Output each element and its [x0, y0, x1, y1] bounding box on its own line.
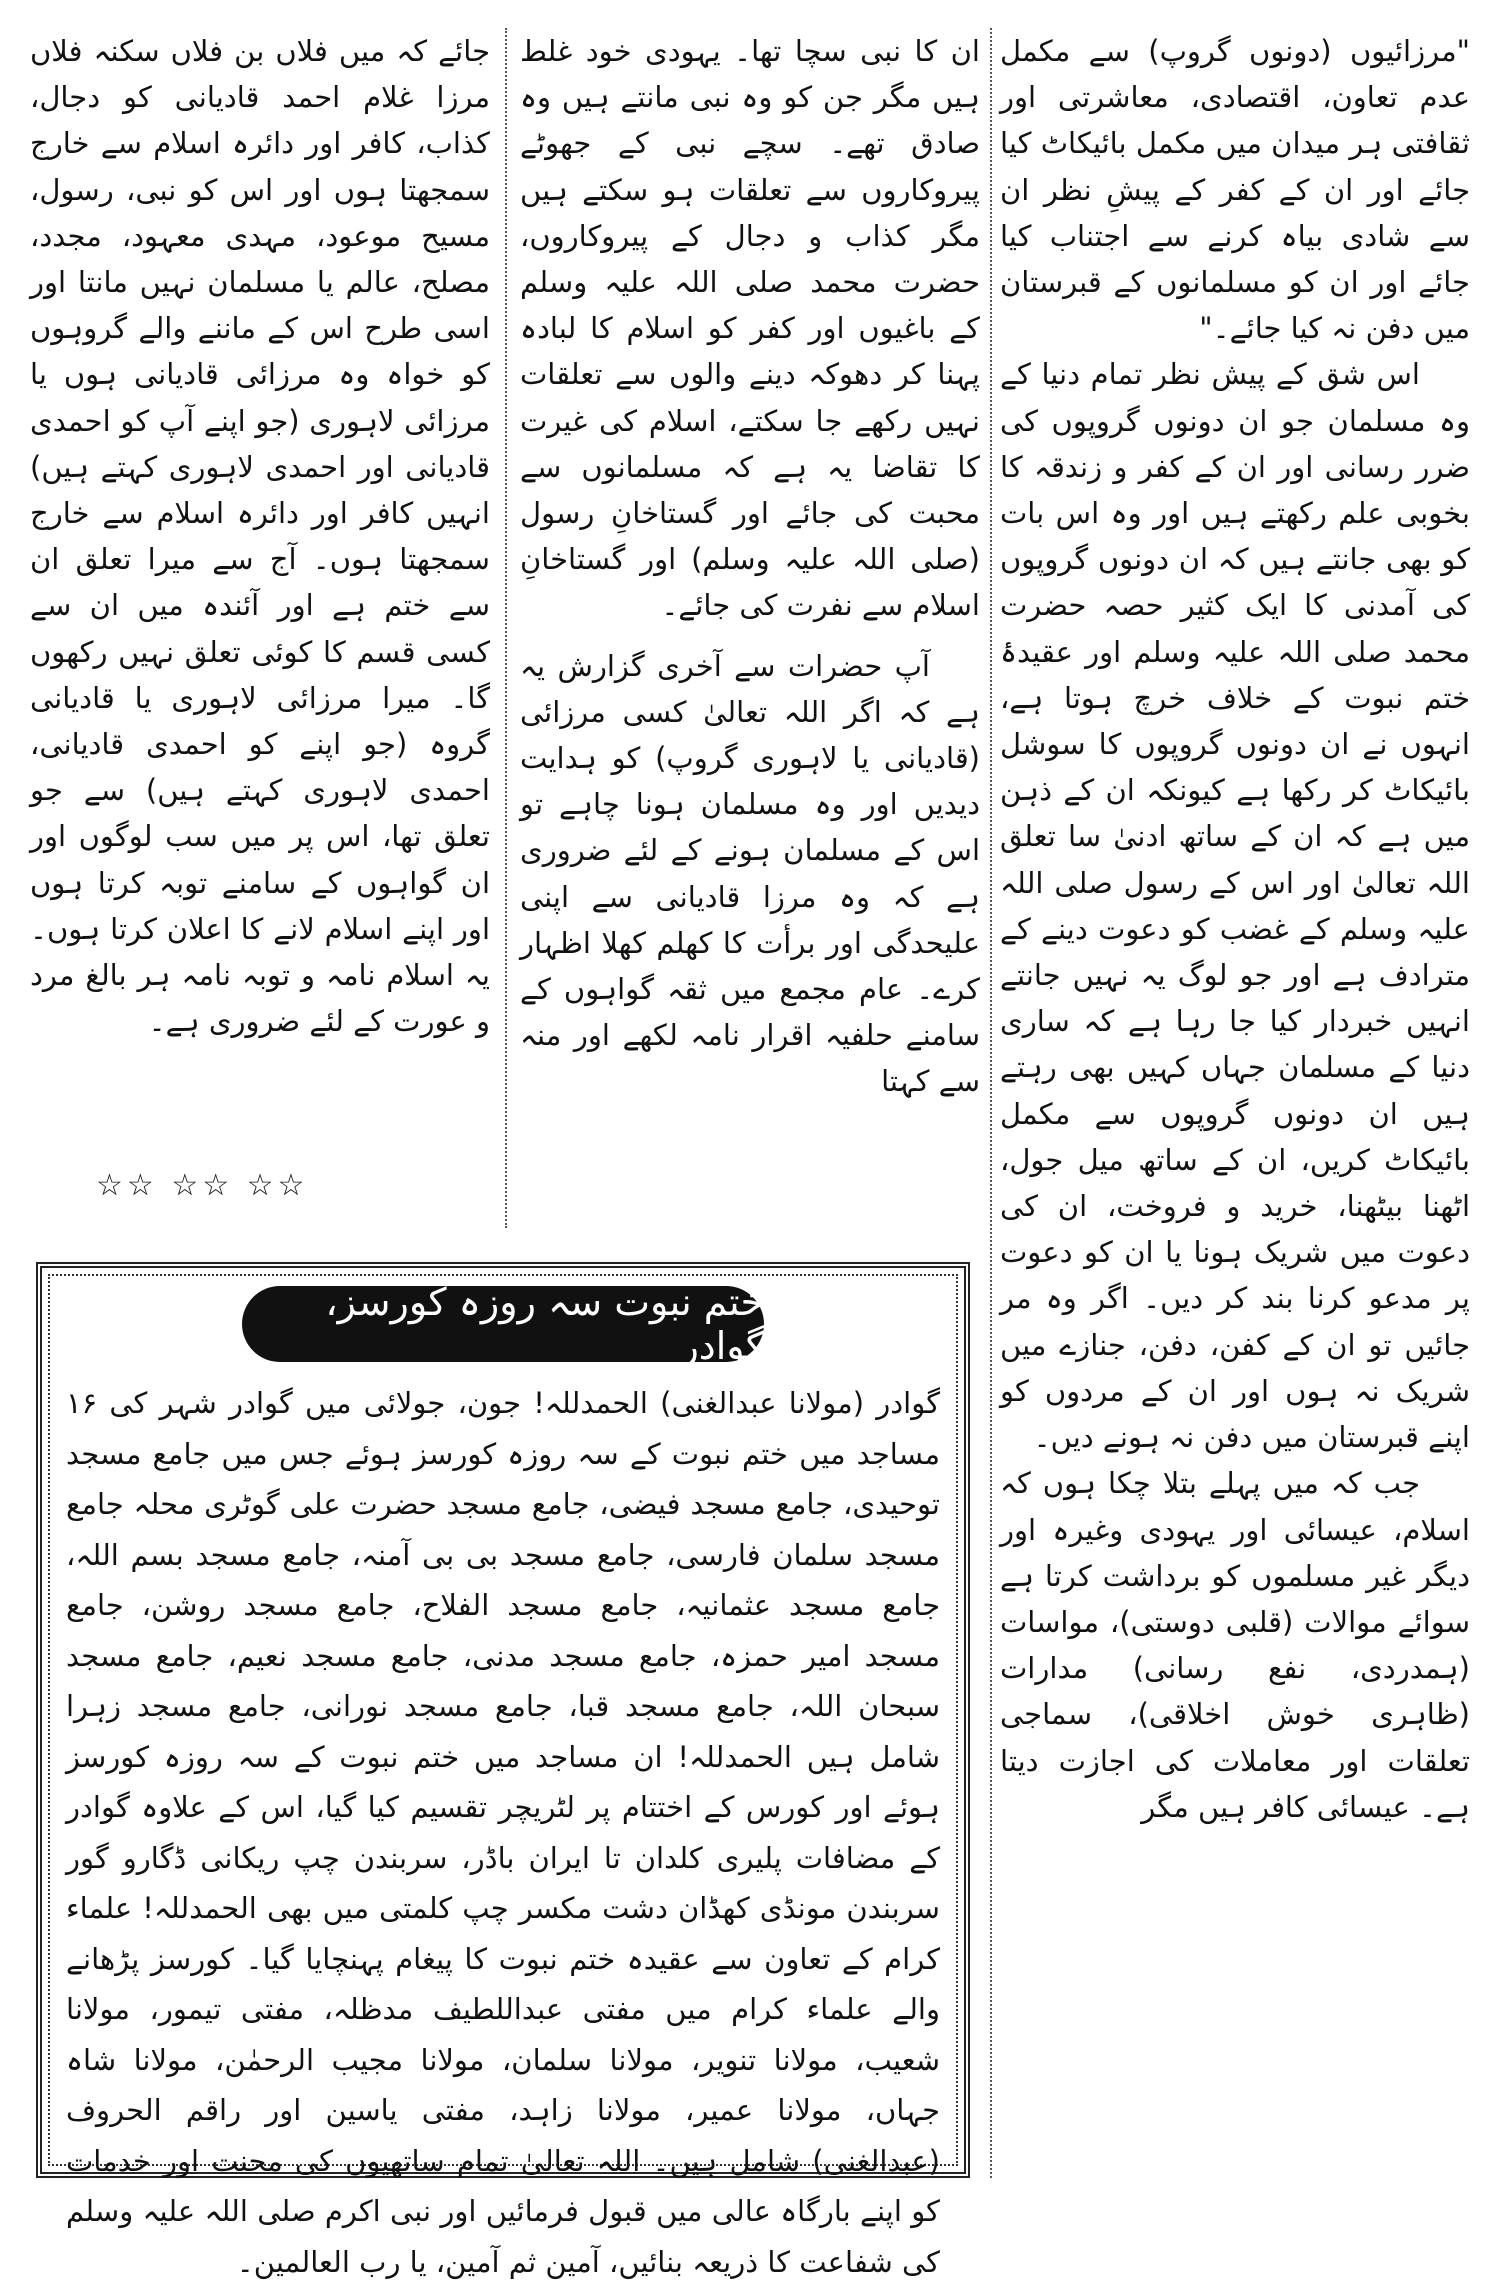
news-box-body	[66, 1378, 940, 2287]
paragraph: جب کہ میں پہلے بتلا چکا ہوں کہ اسلام، عیسائی اور یہودی وغیرہ اور دیگر غیر مسلموں کو برداشت کرتا ہے سوائے موالات (قلبی دوستی)، مواسات (ہمدردی، نفع رسانی) مدارات (ظاہری خوش اخلاقی)، سماجی تعلقات اور معاملات کی اجازت دیتا ہے۔ عیسائی کافر ہیں مگر	[1000, 1466, 1470, 1824]
column-divider	[990, 28, 992, 2178]
column-left	[30, 28, 490, 1044]
separator-stars: ☆☆ ☆☆ ☆☆	[96, 1168, 309, 1203]
news-box-heading: ختم نبوت سہ روزہ کورسز، گوادر	[242, 1286, 764, 1362]
news-box	[36, 1262, 970, 2279]
paragraph: "مرزائیوں (دونوں گروپ) سے مکمل عدم تعاون، اقتصادی، معاشرتی اور ثقافتی ہر میدان میں مکمل بائیکاٹ کیا جائے اور ان کے کفر کے پیشِ نظر ان سے شادی بیاہ کرنے سے اجتناب کیا جائے اور ان کو مسلمانوں کے قبرستان میں دفن نہ کیا جائے۔"	[1000, 34, 1470, 346]
paragraph: آپ حضرات سے آخری گزارش یہ ہے کہ اگر اللہ تعالیٰ کسی مرزائی (قادیانی یا لاہوری گروپ) کو ہدایت دیدیں اور وہ مسلمان ہونا چاہے تو اس کے مسلمان ہونے کے لئے ضروری ہے کہ وہ مرزا قادیانی سے اپنی علیحدگی اور برأت کا کھلم کھلا اظہار کرے۔ عام مجمع میں ثقہ گواہوں کے سامنے حلفیہ اقرار نامہ لکھے اور منہ سے کہتا	[520, 648, 980, 1099]
paragraph: اس شق کے پیش نظر تمام دنیا کے وہ مسلمان جو ان دونوں گروپوں کی ضرر رسانی اور ان کے کفر و زندقہ کا بخوبی علم رکھتے ہیں اور وہ اس بات کو بھی جانتے ہیں کہ ان دونوں گروپوں کی آمدنی کا ایک کثیر حصہ حضرت محمد صلی اللہ علیہ وسلم اور عقیدۂ ختم نبوت کے خلاف خرچ ہوتا ہے، انہوں نے ان دونوں گروپوں کا سوشل بائیکاٹ کر رکھا ہے کیونکہ ان کے ذہن میں ہے کہ ان کے ساتھ ادنیٰ سا تعلق اللہ تعالیٰ اور اس کے رسول صلی اللہ علیہ وسلم کے غضب کو دعوت دینے کے مترادف ہے اور جو لوگ یہ نہیں جانتے انہیں خبردار کیا جا رہا ہے کہ ساری دنیا کے مسلمان جہاں کہیں بھی رہتے ہیں ان دونوں گروپوں سے مکمل بائیکاٹ کریں، ان کے ساتھ میل جول، اٹھنا بیٹھنا، خرید و فروخت، ان کی دعوت میں شریک ہونا یا ان کو دعوت پر مدعو کرنا بند کر دیں۔ اگر وہ مر جائیں تو ان کے کفن، دفن، جنازے میں شریک نہ ہوں اور ان کے مردوں کو اپنے قبرستان میں دفن نہ ہونے دیں۔	[1000, 357, 1470, 1455]
column-right	[1000, 28, 1470, 1830]
paragraph: گوادر (مولانا عبدالغنی) الحمدللہ! جون، جولائی میں گوادر شہر کی ۱۶ مساجد میں ختم نبوت کے سہ روزہ کورسز ہوئے جس میں جامع مسجد توحیدی، جامع مسجد فیضی، جامع مسجد حضرت علی گوٹری محلہ جامع مسجد سلمان فارسی، جامع مسجد بی بی آمنہ، جامع مسجد بسم اللہ، جامع مسجد عثمانیہ، جامع مسجد الفلاح، جامع مسجد روشن، جامع مسجد امیر حمزہ، جامع مسجد مدنی، جامع مسجد نعیم، جامع مسجد سبحان اللہ، جامع مسجد قبا، جامع مسجد نورانی، جامع مسجد زہرا شامل ہیں الحمدللہ! ان مساجد میں ختم نبوت کے سہ روزہ کورسز ہوئے اور کورس کے اختتام پر لٹریچر تقسیم کیا گیا، اس کے علاوہ گوادر کے مضافات پلیری کلدان تا ایران باڈر، سربندن چپ ریکانی ڈگارو گور سربندن مونڈی کھڈان دشت مکسر چپ کلمتی میں بھی الحمدللہ! علماء کرام کے تعاون سے عقیدہ ختم نبوت کا پیغام پہنچایا گیا۔ کورسز پڑھانے والے علماء کرام میں مفتی عبداللطیف مدظلہ، مفتی تیمور، مولانا شعیب، مولانا تنویر، مولانا سلمان، مولانا مجیب الرحمٰن، مولانا شاہ جہاں، مولانا عمیر، مولانا زاہد، مفتی یاسین اور راقم الحروف (عبدالغنی) شامل ہیں۔ اللہ تعالیٰ تمام ساتھیوں کی محنت اور خدمات کو اپنے بارگاہ عالی میں قبول فرمائیں اور نبی اکرم صلی اللہ علیہ وسلم کی شفاعت کا ذریعہ بنائیں، آمین ثم آمین، یا رب العالمین۔	[66, 1386, 940, 2279]
paragraph: ان کا نبی سچا تھا۔ یہودی خود غلط ہیں مگر جن کو وہ نبی مانتے ہیں وہ صادق تھے۔ سچے نبی کے جھوٹے پیروکاروں سے تعلقات ہو سکتے ہیں مگر کذاب و دجال کے پیروکاروں، حضرت محمد صلی اللہ علیہ وسلم کے باغیوں اور کفر کو اسلام کا لبادہ پہنا کر دھوکہ دینے والوں سے تعلقات نہیں رکھے جا سکتے، اسلام کی غیرت کا تقاضا یہ ہے کہ مسلمانوں سے محبت کی جائے اور گستاخانِ رسول (صلی اللہ علیہ وسلم) اور گستاخانِ اسلام سے نفرت کی جائے۔	[520, 34, 980, 623]
column-middle	[520, 28, 980, 1105]
paragraph: جائے کہ میں فلاں بن فلاں سکنہ فلاں مرزا غلام احمد قادیانی کو دجال، کذاب، کافر اور دائرہ اسلام سے خارج سمجھتا ہوں اور اس کو نبی، رسول، مسیح موعود، مہدی معہود، مجدد، مصلح، عالم یا مسلمان نہیں مانتا اور اسی طرح اس کے ماننے والے گروہوں کو خواہ وہ مرزائی قادیانی ہوں یا مرزائی لاہوری (جو اپنے آپ کو احمدی قادیانی اور احمدی لاہوری کہتے ہیں) انہیں کافر اور دائرہ اسلام سے خارج سمجھتا ہوں۔ آج سے میرا تعلق ان سے ختم ہے اور آئندہ میں ان سے کسی قسم کا کوئی تعلق نہیں رکھوں گا۔ میرا مرزائی لاہوری یا قادیانی گروہ (جو اپنے کو احمدی قادیانی، احمدی لاہوری کہتے ہیں) سے جو تعلق تھا، اس پر میں سب لوگوں اور ان گواہوں کے سامنے توبہ کرتا ہوں اور اپنے اسلام لانے کا اعلان کرتا ہوں۔ یہ اسلام نامہ و توبہ نامہ ہر بالغ مرد و عورت کے لئے ضروری ہے۔	[30, 34, 490, 1039]
column-divider	[505, 28, 507, 1228]
